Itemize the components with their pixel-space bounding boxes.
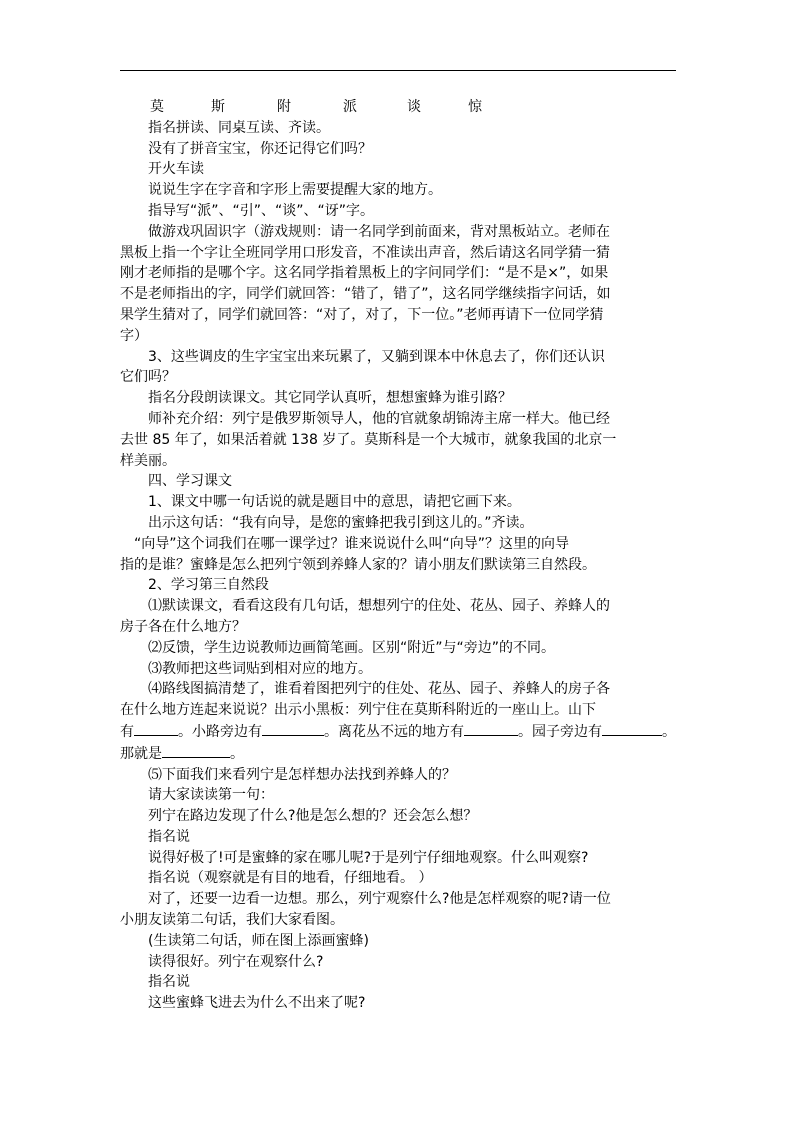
text-line: 去世 85 年了，如果活着就 138 岁了。莫斯科是一个大城市，就象我国的北京一 (120, 431, 617, 448)
text-line: 刚才老师指的是哪个字。这名同学指着黑板上的字问同学们：“是不是×”，如果 (120, 265, 609, 282)
text-line: 1、课文中哪一句话说的就是题目中的意思，请把它画下来。 (148, 494, 521, 511)
paragraph-group-2 (120, 765, 680, 1015)
text-line: (生读第二句话，师在图上添画蜜蜂) (148, 932, 369, 949)
text-line: 这些蜜蜂飞进去为什么不出来了呢? (148, 995, 366, 1012)
text-line: 不是老师指出的字，同学们就回答：“错了，错了”，这名同学继续指字问话，如 (120, 286, 611, 303)
text-line: 指的是谁？蜜蜂是怎么把列宁领到养蜂人家的？请小朋友们默读第三自然段。 (120, 556, 596, 573)
fill-text: 。 (230, 745, 244, 762)
char-item: 惊 (468, 99, 482, 115)
text-line: 师补充介绍：列宁是俄罗斯领导人，他的官就象胡锦涛主席一样大。他已经 (148, 410, 610, 427)
fill-text: 有 (120, 723, 134, 740)
char-item: 谈 (407, 99, 421, 115)
text-line: 小朋友读第二句话，我们大家看图。 (120, 912, 344, 929)
text-line: ⑴默读课文，看看这段有几句话，想想列宁的住处、花丛、园子、养蜂人的 (148, 598, 610, 615)
document-body (120, 97, 680, 1014)
fill-text: 。离花丛不远的地方有 (324, 723, 464, 740)
text-line: 2、学习第三自然段 (148, 577, 269, 594)
blank-field (134, 721, 178, 736)
text-line: 指名分段朗读课文。其它同学认真听，想想蜜蜂为谁引路？ (148, 390, 512, 407)
fill-blank-line (120, 743, 680, 765)
text-line: 说得好极了!可是蜜蜂的家在哪儿呢?于是列宁仔细地观察。什么叫观察? (148, 849, 589, 866)
text-line: ⑶教师把这些词贴到相对应的地方。 (148, 660, 372, 677)
text-line: 房子各在什么地方？ (120, 618, 246, 635)
character-list (120, 97, 680, 118)
text-line: ⑸下面我们来看列宁是怎样想办法找到养蜂人的？ (148, 766, 456, 783)
text-line: 指名拼读、同桌互读、齐读。 (148, 119, 330, 136)
fill-text: 。园子旁边有 (518, 723, 602, 740)
text-line: ⑷路线图搞清楚了，谁看着图把列宁的住处、花丛、园子、养蜂人的房子各 (148, 681, 610, 698)
text-line: 开火车读 (148, 161, 204, 178)
text-line: 列宁在路边发现了什么?他是怎么想的？还会怎么想？ (148, 808, 478, 825)
char-item: 莫 (150, 99, 164, 115)
text-line: 果学生猜对了，同学们就回答：“对了，对了，下一位。”老师再请下一位同学猜 (120, 306, 604, 323)
blank-field (602, 721, 662, 736)
text-line: 黑板上指一个字让全班同学用口形发音，不准读出声音，然后请这名同学猜一猜 (120, 244, 610, 261)
text-line: 样美丽。 (120, 452, 176, 469)
text-line: “向导”这个词我们在哪一课学过？谁来说说什么叫“向导”？这里的向导 (134, 535, 570, 552)
text-line: 出示这句话：“我有向导，是您的蜜蜂把我引到这儿的。”齐读。 (148, 514, 534, 531)
fill-text: 。小路旁边有 (178, 723, 262, 740)
text-line: 指名说 (148, 828, 190, 845)
text-line: 字） (120, 327, 148, 344)
text-line: 指名说 (148, 974, 190, 991)
blank-field (162, 743, 230, 758)
text-line: 说说生字在字音和字形上需要提醒大家的地方。 (148, 182, 442, 199)
text-line: 指名说（观察就是有目的地看，仔细地看。 ） (148, 870, 433, 887)
text-line: 请大家读读第一句： (148, 787, 274, 804)
text-line: 对了，还要一边看一边想。那么，列宁观察什么?他是怎样观察的呢?请一位 (148, 891, 611, 908)
text-line: 它们吗？ (120, 369, 176, 386)
char-item: 派 (343, 99, 357, 115)
text-line: 四、学习课文 (148, 473, 232, 490)
char-item: 斯 (211, 99, 225, 115)
fill-text: 。 (662, 723, 676, 740)
text-line: 做游戏巩固识字（游戏规则：请一名同学到前面来，背对黑板站立。老师在 (148, 223, 610, 240)
text-line: 3、这些调皮的生字宝宝出来玩累了，又躺到课本中休息去了，你们还认识 (148, 348, 605, 365)
text-line: ⑵反馈，学生边说教师边画简笔画。区别“附近”与“旁边”的不同。 (148, 639, 556, 656)
text-line: 没有了拼音宝宝，你还记得它们吗？ (148, 140, 372, 157)
text-line: 读得很好。列宁在观察什么? (148, 953, 324, 970)
blank-field (262, 721, 324, 736)
header-rule (120, 70, 676, 71)
char-item: 附 (277, 99, 291, 115)
fill-text: 那就是 (120, 745, 162, 762)
paragraph-group-1 (120, 118, 680, 721)
text-line: 指导写“派”、“引”、“谈”、“讶”字。 (148, 202, 375, 219)
blank-field (464, 721, 518, 736)
text-line: 在什么地方连起来说说？出示小黑板：列宁住在莫斯科附近的一座山上。山下 (120, 702, 596, 719)
fill-blank-line (120, 721, 680, 743)
